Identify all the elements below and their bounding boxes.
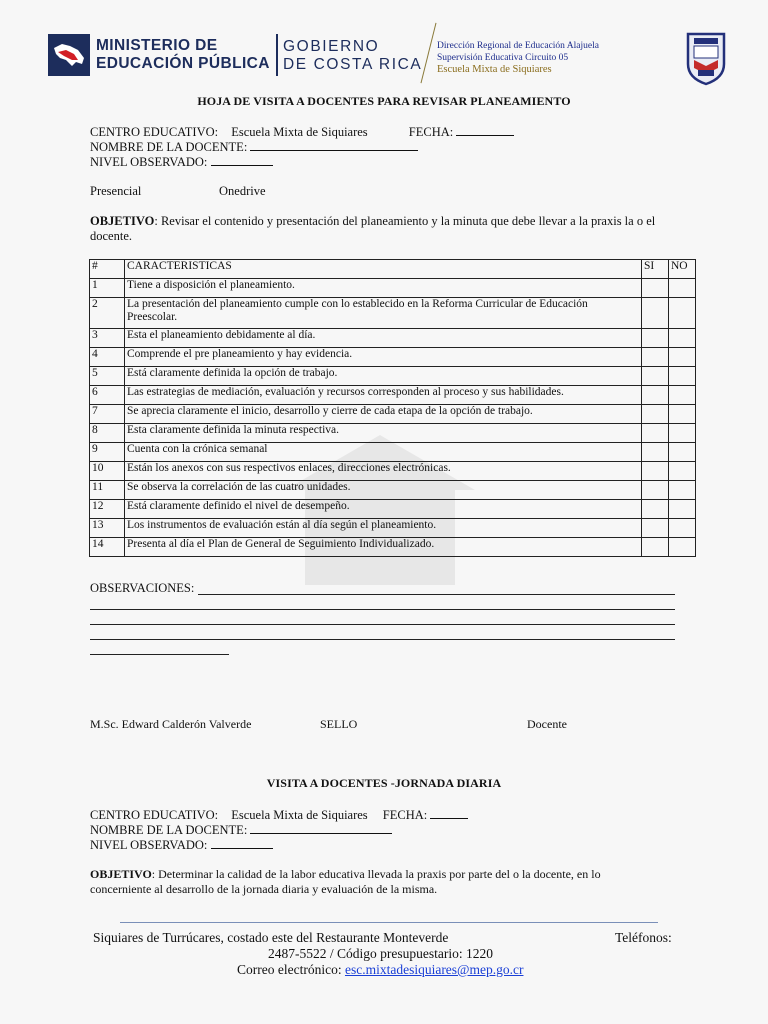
table-row bbox=[90, 519, 696, 538]
signer-name: M.Sc. Edward Calderón Valverde bbox=[90, 717, 252, 731]
region-escuela: Escuela Mixta de Siquiares bbox=[437, 64, 552, 75]
fecha-label: FECHA: bbox=[408, 125, 454, 139]
row-characteristic: Está claramente definido el nivel de desempeño. bbox=[125, 500, 642, 519]
costa-rica-map-icon bbox=[48, 34, 90, 76]
row-characteristic: La presentación del planeamiento cumple con lo establecido en la Reforma Curricular de Educación Preescolar. bbox=[125, 298, 642, 329]
header-caracteristicas: CARACTERISTICAS bbox=[125, 260, 642, 279]
table-row bbox=[90, 298, 696, 329]
row-number: 13 bbox=[90, 519, 125, 538]
row-si-cell[interactable] bbox=[642, 348, 669, 367]
row-no-cell[interactable] bbox=[669, 462, 696, 481]
fecha-field[interactable] bbox=[456, 124, 514, 136]
form1-objetivo bbox=[90, 214, 690, 244]
row-number: 4 bbox=[90, 348, 125, 367]
region-supervision: Supervisión Educativa Circuito 05 bbox=[437, 53, 569, 63]
nombre-field[interactable] bbox=[250, 139, 418, 151]
row-no-cell[interactable] bbox=[669, 298, 696, 329]
header-slash bbox=[421, 23, 437, 83]
row-characteristic: Los instrumentos de evaluación están al día según el planeamiento. bbox=[125, 519, 642, 538]
row-si-cell[interactable] bbox=[642, 279, 669, 298]
header-no: NO bbox=[669, 260, 696, 279]
table-row bbox=[90, 329, 696, 348]
objetivo-text-2: : Determinar la calidad de la labor educativa llevada la praxis por parte del o la docente, en lo concerniente al desarrollo de la jornada diaria y evaluación de la misma. bbox=[90, 867, 601, 896]
objetivo-label-2: OBJETIVO bbox=[90, 867, 152, 881]
mode-presencial: Presencial bbox=[90, 184, 142, 198]
observaciones-line-5[interactable] bbox=[90, 654, 229, 655]
row-no-cell[interactable] bbox=[669, 367, 696, 386]
footer-phones-label: Teléfonos: bbox=[615, 930, 672, 945]
nivel-label-2: NIVEL OBSERVADO: bbox=[90, 838, 208, 852]
centro-label-2: CENTRO EDUCATIVO: bbox=[90, 808, 219, 822]
form1-nombre-line bbox=[90, 139, 418, 155]
table-row bbox=[90, 500, 696, 519]
observaciones-line-3[interactable] bbox=[90, 624, 675, 625]
form1-title: HOJA DE VISITA A DOCENTES PARA REVISAR PLANEAMIENTO bbox=[197, 94, 571, 108]
fecha-label-2: FECHA: bbox=[382, 808, 428, 822]
row-si-cell[interactable] bbox=[642, 424, 669, 443]
row-number: 5 bbox=[90, 367, 125, 386]
row-si-cell[interactable] bbox=[642, 443, 669, 462]
row-characteristic: Esta claramente definida la minuta respectiva. bbox=[125, 424, 642, 443]
row-si-cell[interactable] bbox=[642, 462, 669, 481]
centro-value: Escuela Mixta de Siquiares bbox=[231, 125, 368, 139]
row-number: 2 bbox=[90, 298, 125, 329]
row-characteristic: Está claramente definida la opción de trabajo. bbox=[125, 367, 642, 386]
observaciones-label: OBSERVACIONES: bbox=[90, 581, 195, 595]
row-no-cell[interactable] bbox=[669, 329, 696, 348]
table-row bbox=[90, 405, 696, 424]
footer-divider bbox=[120, 922, 658, 923]
table-row bbox=[90, 443, 696, 462]
footer-phone-line: 2487-5522 / Código presupuestario: 1220 bbox=[268, 946, 493, 961]
row-si-cell[interactable] bbox=[642, 329, 669, 348]
criteria-table bbox=[89, 259, 696, 557]
mep-logo bbox=[48, 34, 270, 76]
mode-onedrive: Onedrive bbox=[219, 184, 266, 198]
row-no-cell[interactable] bbox=[669, 386, 696, 405]
row-number: 11 bbox=[90, 481, 125, 500]
row-si-cell[interactable] bbox=[642, 500, 669, 519]
row-characteristic: Las estrategias de mediación, evaluación y recursos corresponden al proceso y sus habilidades. bbox=[125, 386, 642, 405]
row-si-cell[interactable] bbox=[642, 538, 669, 557]
row-si-cell[interactable] bbox=[642, 481, 669, 500]
row-number: 1 bbox=[90, 279, 125, 298]
footer-address: Siquiares de Turrúcares, costado este del Restaurante Monteverde bbox=[93, 930, 449, 945]
header-number: # bbox=[90, 260, 125, 279]
row-number: 12 bbox=[90, 500, 125, 519]
row-si-cell[interactable] bbox=[642, 298, 669, 329]
header-divider bbox=[276, 34, 278, 76]
nivel-label: NIVEL OBSERVADO: bbox=[90, 155, 208, 169]
observaciones-line-4[interactable] bbox=[90, 639, 675, 640]
region-info bbox=[437, 40, 599, 76]
form1-nivel-line bbox=[90, 154, 273, 170]
table-row bbox=[90, 481, 696, 500]
centro-value-2: Escuela Mixta de Siquiares bbox=[231, 808, 368, 822]
fecha-field-2[interactable] bbox=[430, 807, 468, 819]
row-no-cell[interactable] bbox=[669, 279, 696, 298]
table-row bbox=[90, 386, 696, 405]
row-characteristic: Se observa la correlación de las cuatro unidades. bbox=[125, 481, 642, 500]
observaciones-line-1[interactable] bbox=[198, 594, 675, 595]
row-characteristic: Esta el planeamiento debidamente al día. bbox=[125, 329, 642, 348]
nombre-label: NOMBRE DE LA DOCENTE: bbox=[90, 140, 248, 154]
form2-centro-line bbox=[90, 807, 468, 823]
row-no-cell[interactable] bbox=[669, 424, 696, 443]
school-shield-icon bbox=[684, 30, 728, 86]
email-label: Correo electrónico: bbox=[237, 962, 342, 977]
sello-label: SELLO bbox=[320, 717, 358, 731]
gobierno-logo bbox=[283, 38, 422, 74]
gobierno-line2: DE COSTA RICA bbox=[283, 56, 423, 73]
table-row bbox=[90, 279, 696, 298]
region-direccion: Dirección Regional de Educación Alajuela bbox=[437, 41, 599, 51]
row-number: 8 bbox=[90, 424, 125, 443]
row-si-cell[interactable] bbox=[642, 405, 669, 424]
centro-label: CENTRO EDUCATIVO: bbox=[90, 125, 219, 139]
row-number: 14 bbox=[90, 538, 125, 557]
row-number: 7 bbox=[90, 405, 125, 424]
row-characteristic: Tiene a disposición el planeamiento. bbox=[125, 279, 642, 298]
nivel-field[interactable] bbox=[211, 154, 273, 166]
header-si: SI bbox=[642, 260, 669, 279]
form2-title: VISITA A DOCENTES -JORNADA DIARIA bbox=[266, 776, 502, 790]
row-characteristic: Cuenta con la crónica semanal bbox=[125, 443, 642, 462]
form1-centro-line bbox=[90, 124, 514, 140]
row-no-cell[interactable] bbox=[669, 500, 696, 519]
mep-name-line2: EDUCACIÓN PÚBLICA bbox=[96, 55, 270, 72]
row-no-cell[interactable] bbox=[669, 443, 696, 462]
nombre-field-2[interactable] bbox=[250, 822, 392, 834]
row-characteristic: Están los anexos con sus respectivos enlaces, direcciones electrónicas. bbox=[125, 462, 642, 481]
row-no-cell[interactable] bbox=[669, 348, 696, 367]
table-row bbox=[90, 367, 696, 386]
mep-name-line1: MINISTERIO DE bbox=[96, 37, 218, 54]
row-no-cell[interactable] bbox=[669, 519, 696, 538]
row-characteristic: Presenta al día el Plan de General de Seguimiento Individualizado. bbox=[125, 538, 642, 557]
objetivo-label: OBJETIVO bbox=[90, 214, 155, 228]
objetivo-text: : Revisar el contenido y presentación del planeamiento y la minuta que debe llevar a la praxis la o el docente. bbox=[90, 214, 656, 243]
docente-label: Docente bbox=[527, 717, 567, 731]
row-si-cell[interactable] bbox=[642, 367, 669, 386]
form2-objetivo bbox=[90, 867, 650, 897]
row-characteristic: Comprende el pre planeamiento y hay evidencia. bbox=[125, 348, 642, 367]
row-characteristic: Se aprecia claramente el inicio, desarrollo y cierre de cada etapa de la opción de trabajo. bbox=[125, 405, 642, 424]
table-row bbox=[90, 424, 696, 443]
row-no-cell[interactable] bbox=[669, 405, 696, 424]
row-number: 6 bbox=[90, 386, 125, 405]
email-link[interactable]: esc.mixtadesiquiares@mep.go.cr bbox=[344, 962, 524, 977]
row-si-cell[interactable] bbox=[642, 519, 669, 538]
table-row bbox=[90, 462, 696, 481]
footer-email-line bbox=[237, 962, 523, 978]
row-no-cell[interactable] bbox=[669, 538, 696, 557]
row-no-cell[interactable] bbox=[669, 481, 696, 500]
row-number: 3 bbox=[90, 329, 125, 348]
table-row bbox=[90, 348, 696, 367]
row-si-cell[interactable] bbox=[642, 386, 669, 405]
form2-nombre-line bbox=[90, 822, 392, 838]
row-number: 10 bbox=[90, 462, 125, 481]
table-header-row bbox=[90, 260, 696, 279]
observaciones-line-2[interactable] bbox=[90, 609, 675, 610]
form2-nivel-line bbox=[90, 837, 273, 853]
table-row bbox=[90, 538, 696, 557]
gobierno-line1: GOBIERNO bbox=[283, 38, 380, 55]
nombre-label-2: NOMBRE DE LA DOCENTE: bbox=[90, 823, 248, 837]
row-number: 9 bbox=[90, 443, 125, 462]
nivel-field-2[interactable] bbox=[211, 837, 273, 849]
